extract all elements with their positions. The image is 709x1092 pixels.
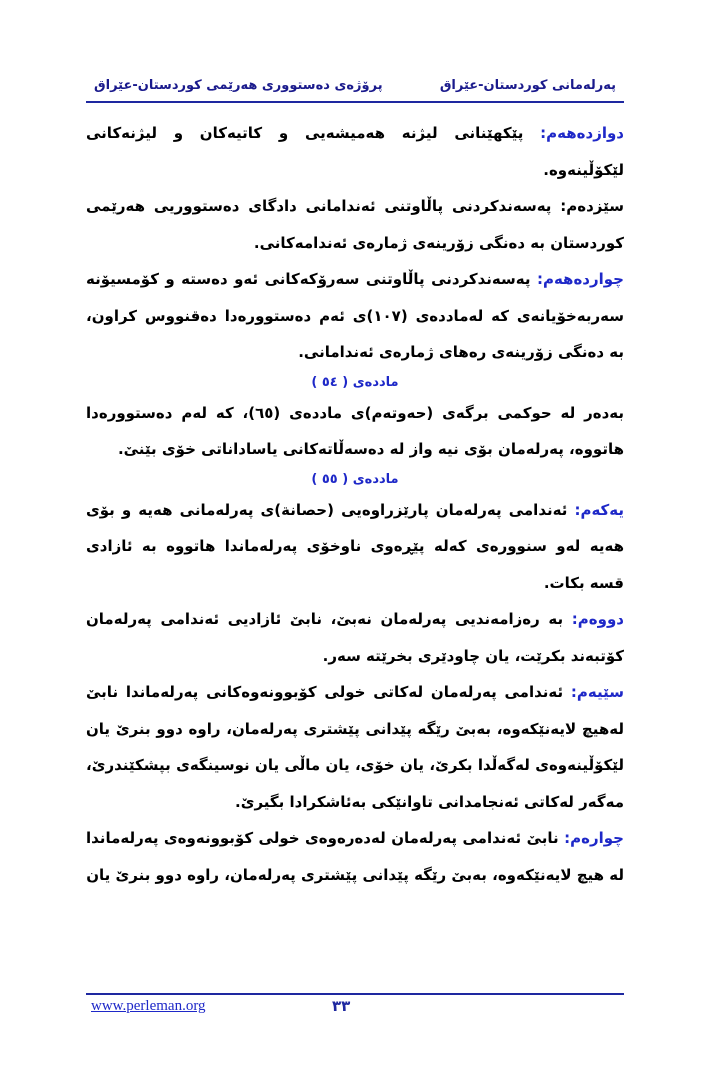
paragraph-text: ئەندامی پەرلەمان پارێزراوەیی (حصانة)ی پەرلەمانی هەیە و بۆی هەیە لەو سنوورەی کەلە پێڕەوی ناوخۆی پەرلەماندا هاتووە بە ئازادی قسە بکات.: [86, 500, 624, 592]
header-constitution-title: پرۆژەی دەستووری هەرێمی کوردستان-عێراق: [94, 78, 383, 93]
page-number: ٣٣: [332, 997, 351, 1015]
header-divider: [86, 101, 624, 103]
header-parliament-title: پەرلەمانی کوردستان-عێراق: [439, 78, 616, 93]
paragraph-lead: یەکەم:: [574, 500, 624, 519]
paragraph-lead: دوازدەهەم:: [540, 124, 624, 142]
paragraph-second: [86, 601, 624, 674]
page-header: [88, 78, 622, 98]
paragraph-text: ئەندامی پەرلەمان لەکاتی خولی کۆبوونەوەکانی پەرلەماندا نابێ لەهیچ لایەنێکەوە، بەبێ رێگە پێدانی پێشتری پەرلەمان، راوە دوو بنرێ یان لێکۆڵینەوەی لەگەڵدا بکرێ، یان خۆی، یان ماڵی یان نوسینگەی بپشکێندرێ، مەگەر لەکاتی ئەنجامدانی تاوانێکی بەئاشکرادا بگیرێ.: [86, 683, 624, 811]
paragraph-lead: چواردەهەم:: [536, 270, 624, 288]
paragraph-text: بەدەر لە حوکمی برگەی (حەوتەم)ی ماددەی (٦٥)، کە لەم دەستوورەدا هاتووە، پەرلەمان بۆی نیە واز لە دەسەڵاتەکانی یاساداناتی خۆی بێنێ.: [86, 403, 624, 458]
paragraph-lead: چوارەم:: [564, 829, 624, 847]
article-54-text: [86, 395, 624, 468]
paragraph-first: [86, 492, 624, 602]
paragraph-text: نابێ ئەندامی پەرلەمان لەدەرەوەی خولی کۆبوونەوەی پەرلەماندا لە هیچ لایەنێکەوە، بەبێ رێگە پێدانی پێشتری پەرلەمان، راوە دوو بنرێ یان: [86, 829, 624, 884]
paragraph-twelfth: [86, 115, 624, 188]
footer-divider: [86, 993, 624, 995]
paragraph-thirteenth: [86, 188, 624, 261]
article-heading-55: ماددەی ( ٥٥ ): [311, 471, 399, 487]
paragraph-lead: سێیەم:: [570, 683, 624, 701]
document-body: [86, 115, 624, 893]
paragraph-text: پەسەندکردنی پاڵاوتنی سەرۆکەکانی ئەو دەستە و کۆمسیۆنە سەربەخۆیانەی کە لەماددەی (١٠٧)ی ئەم دەستوورەدا دەقنووس کراون، بە دەنگی زۆرینەی رەهای ژمارەی ئەندامانی.: [86, 270, 624, 361]
paragraph-fourteenth: [86, 261, 624, 371]
paragraph-third: [86, 674, 624, 820]
paragraph-lead: دووەم:: [571, 610, 624, 628]
paragraph-text: سێزدەم: پەسەندکردنی پاڵاوتنی ئەندامانی دادگای دەستووریی هەرێمی کوردستان بە دەنگی زۆرینەی ژمارەی ئەندامەکانی.: [86, 197, 624, 252]
paragraph-fourth: [86, 820, 624, 893]
article-heading-54: ماددەی ( ٥٤ ): [311, 374, 399, 390]
paragraph-text: بە رەزامەندیی پەرلەمان نەبێ، نابێ ئازادیی ئەندامی پەرلەمان کۆتبەند بکرێت، یان چاودێری بخرێتە سەر.: [86, 610, 624, 665]
website-link[interactable]: www.perleman.org: [91, 998, 206, 1014]
paragraph-text: پێکهێنانی لیژنە هەمیشەیی و کاتیەکان و لیژنەکانی لێکۆڵینەوە.: [86, 124, 624, 179]
